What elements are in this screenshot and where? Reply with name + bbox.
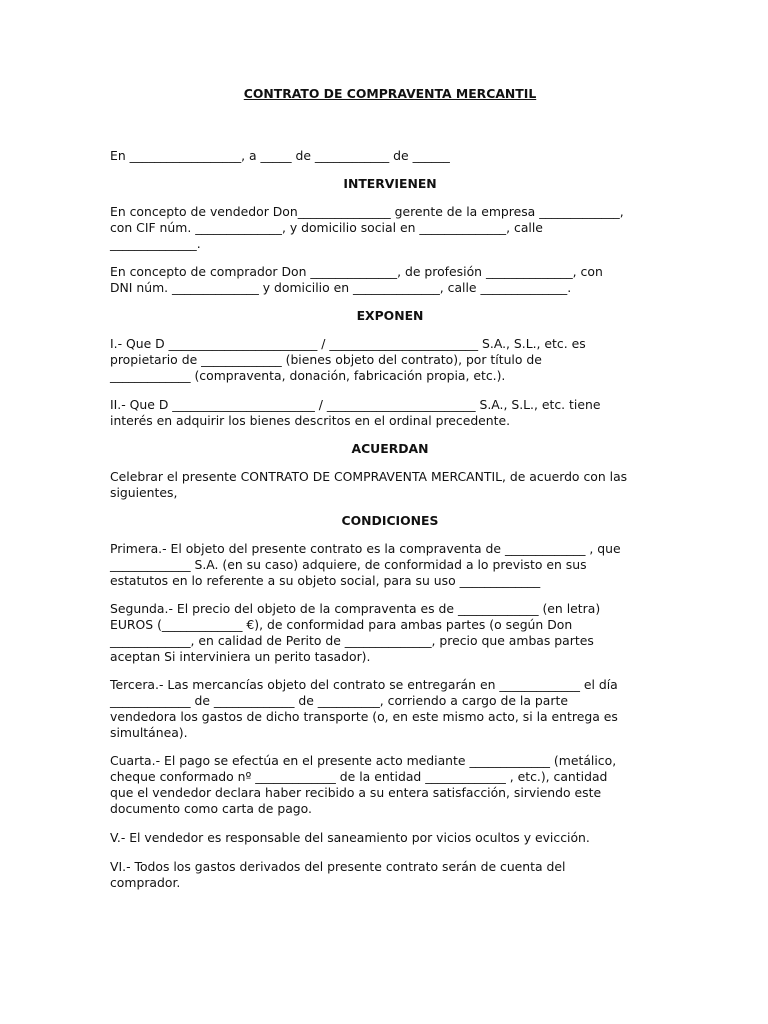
text-line: I.- Que D ________________________ / ________________________ S.A., S.L., etc. es xyxy=(110,336,586,351)
clause-primera xyxy=(110,541,670,589)
heading-condiciones: CONDICIONES xyxy=(341,513,439,528)
text-line: En concepto de vendedor Don_______________ gerente de la empresa _____________, xyxy=(110,204,624,219)
text-line: cheque conformado nº _____________ de la entidad _____________ , etc.), cantidad xyxy=(110,769,608,784)
clause-quinta xyxy=(110,830,670,846)
text-line: _____________, en calidad de Perito de ______________, precio que ambas partes xyxy=(110,633,594,648)
clause-tercera xyxy=(110,677,670,741)
text-line: Segunda.- El precio del objeto de la compraventa es de _____________ (en letra) xyxy=(110,601,601,616)
paragraph-acuerdan xyxy=(110,469,670,501)
text-line: aceptan Si interviniera un perito tasador). xyxy=(110,649,371,664)
text-line: Cuarta.- El pago se efectúa en el presente acto mediante _____________ (metálico, xyxy=(110,753,617,768)
text-line: que el vendedor declara haber recibido a su entera satisfacción, sirviendo este xyxy=(110,785,602,800)
clause-cuarta xyxy=(110,753,670,817)
text-line: Celebrar el presente CONTRATO DE COMPRAVENTA MERCANTIL, de acuerdo con las xyxy=(110,469,628,484)
paragraph-vendedor xyxy=(110,204,670,252)
document-body xyxy=(110,80,670,891)
text-line: estatutos en lo referente a su objeto social, para su uso _____________ xyxy=(110,573,541,588)
text-line: DNI núm. ______________ y domicilio en ______________, calle ______________. xyxy=(110,280,572,295)
text-line: EUROS (_____________ €), de conformidad para ambas partes (o según Don xyxy=(110,617,573,632)
text-line: En concepto de comprador Don ______________, de profesión ______________, con xyxy=(110,264,603,279)
paragraph-comprador xyxy=(110,264,670,296)
text-line: comprador. xyxy=(110,875,181,890)
text-line: siguientes, xyxy=(110,485,178,500)
text-line: _____________ (compraventa, donación, fabricación propia, etc.). xyxy=(110,368,506,383)
text-line: Tercera.- Las mercancías objeto del contrato se entregarán en _____________ el día xyxy=(110,677,618,692)
text-line: Primera.- El objeto del presente contrato es la compraventa de _____________ , que xyxy=(110,541,621,556)
text-line: En __________________, a _____ de ____________ de ______ xyxy=(110,148,450,163)
text-line: VI.- Todos los gastos derivados del presente contrato serán de cuenta del xyxy=(110,859,566,874)
text-line: II.- Que D _______________________ / ________________________ S.A., S.L., etc. tiene xyxy=(110,397,601,412)
text-line: _____________ de _____________ de __________, corriendo a cargo de la parte xyxy=(110,693,568,708)
document-title: CONTRATO DE COMPRAVENTA MERCANTIL xyxy=(243,86,537,101)
text-line: simultánea). xyxy=(110,725,188,740)
text-line: ______________. xyxy=(110,236,201,251)
text-line: con CIF núm. ______________, y domicilio social en ______________, calle xyxy=(110,220,543,235)
heading-intervienen: INTERVIENEN xyxy=(343,176,437,191)
clause-segunda xyxy=(110,601,670,665)
text-line: _____________ S.A. (en su caso) adquiere, de conformidad a lo previsto en sus xyxy=(110,557,587,572)
heading-exponen: EXPONEN xyxy=(356,308,424,323)
text-line: interés en adquirir los bienes descritos en el ordinal precedente. xyxy=(110,413,511,428)
paragraph-exponen-2 xyxy=(110,397,670,429)
heading-acuerdan: ACUERDAN xyxy=(351,441,429,456)
text-line: vendedora los gastos de dicho transporte (o, en este mismo acto, si la entrega es xyxy=(110,709,618,724)
text-line: propietario de _____________ (bienes objeto del contrato), por título de xyxy=(110,352,542,367)
text-line: documento como carta de pago. xyxy=(110,801,312,816)
paragraph-exponen-1 xyxy=(110,336,670,384)
text-line: V.- El vendedor es responsable del saneamiento por vicios ocultos y evicción. xyxy=(110,830,590,845)
place-date-line xyxy=(110,148,670,164)
clause-sexta xyxy=(110,859,670,891)
